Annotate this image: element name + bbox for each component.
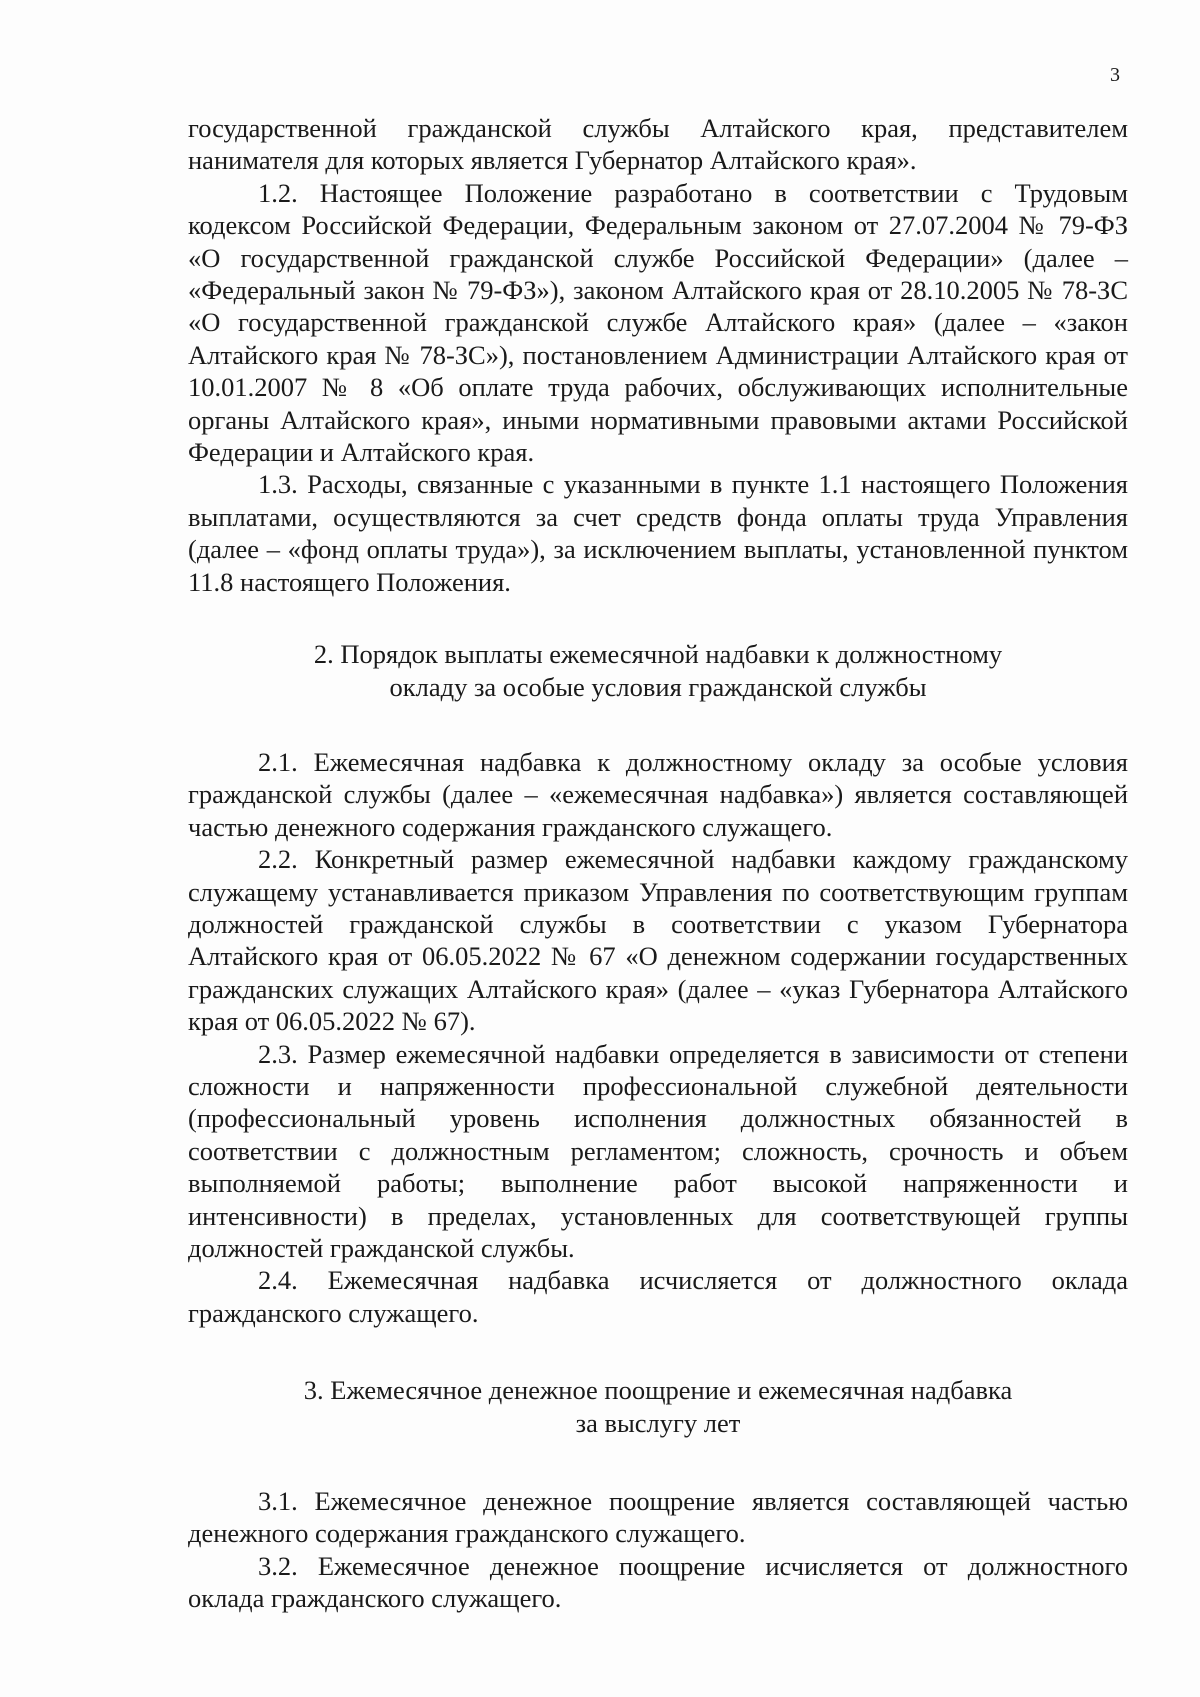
section-3-heading-line-1: 3. Ежемесячное денежное поощрение и ежемесячная надбавка bbox=[303, 1375, 1013, 1406]
paragraph-1-3: 1.3. Расходы, связанные с указанными в пункте 1.1 настоящего Положения выплатами, осуществляются за счет средств фонда оплаты труда Управления (далее – «фонд оплаты труда»), за исключением выплаты, установленной пунктом 11.8 настоящего Положения. bbox=[188, 469, 1128, 597]
paragraph-2-3: 2.3. Размер ежемесячной надбавки определяется в зависимости от степени сложности и напряженности профессиональной служебной деятельности (профессиональный уровень исполнения должностных обязанностей в соответствии с должностным регламентом; сложность, срочность и объем выполняемой работы; выполнение работ высокой напряженности и интенсивности) в пределах, установленных для соответствующей группы должностей гражданской службы. bbox=[188, 1038, 1128, 1263]
section-1-continuation bbox=[188, 112, 1128, 598]
paragraph-2-2: 2.2. Конкретный размер ежемесячной надбавки каждому гражданскому служащему устанавливается приказом Управления по соответствующим группам должностей гражданской службы в соответствии с указом Губернатора Алтайского края от 06.05.2022 № 67 «О денежном содержании государственных гражданских служащих Алтайского края» (далее – «указ Губернатора Алтайского края от 06.05.2022 № 67). bbox=[188, 844, 1128, 1037]
paragraph-1-1-end: государственной гражданской службы Алтайского края, представителем нанимателя для которых является Губернатор Алтайского края». bbox=[188, 113, 1128, 176]
paragraph-2-1: 2.1. Ежемесячная надбавка к должностному окладу за особые условия гражданской службы (далее – «ежемесячная надбавка») является составляющей частью денежного содержания гражданского служащего. bbox=[188, 746, 1128, 842]
section-2 bbox=[188, 638, 1128, 1329]
paragraph-2-4: 2.4. Ежемесячная надбавка исчисляется от должностного оклада гражданского служащего. bbox=[188, 1265, 1128, 1328]
section-2-heading-line-2: окладу за особые условия гражданской службы bbox=[389, 671, 927, 702]
paragraph-1-2: 1.2. Настоящее Положение разработано в соответствии с Трудовым кодексом Российской Федерации, Федеральным законом от 27.07.2004 № 79-ФЗ «О государственной гражданской службе Российской Федерации» (далее – «Федеральный закон № 79-ФЗ»), законом Алтайского края от 28.10.2005 № 78-ЗС «О государственной гражданской службе Алтайского края» (далее – «закон Алтайского края № 78-ЗС»), постановлением Администрации Алтайского края от 10.01.2007 № 8 «Об оплате труда рабочих, обслуживающих исполнительные органы Алтайского края», иными нормативными правовыми актами Российской Федерации и Алтайского края. bbox=[188, 177, 1128, 468]
paragraph-3-2: 3.2. Ежемесячное денежное поощрение исчисляется от должностного оклада гражданского служащего. bbox=[188, 1550, 1128, 1614]
page-number: 3 bbox=[1110, 64, 1120, 86]
section-3-heading-line-2: за выслугу лет bbox=[575, 1407, 741, 1438]
paragraph-3-1: 3.1. Ежемесячное денежное поощрение является составляющей частью денежного содержания гражданского служащего. bbox=[188, 1486, 1128, 1549]
section-3 bbox=[188, 1374, 1128, 1614]
section-2-heading bbox=[188, 638, 1128, 703]
document-body bbox=[188, 112, 1128, 1615]
section-3-heading bbox=[188, 1374, 1128, 1439]
section-2-heading-line-1: 2. Порядок выплаты ежемесячной надбавки к должностному bbox=[313, 639, 1003, 670]
